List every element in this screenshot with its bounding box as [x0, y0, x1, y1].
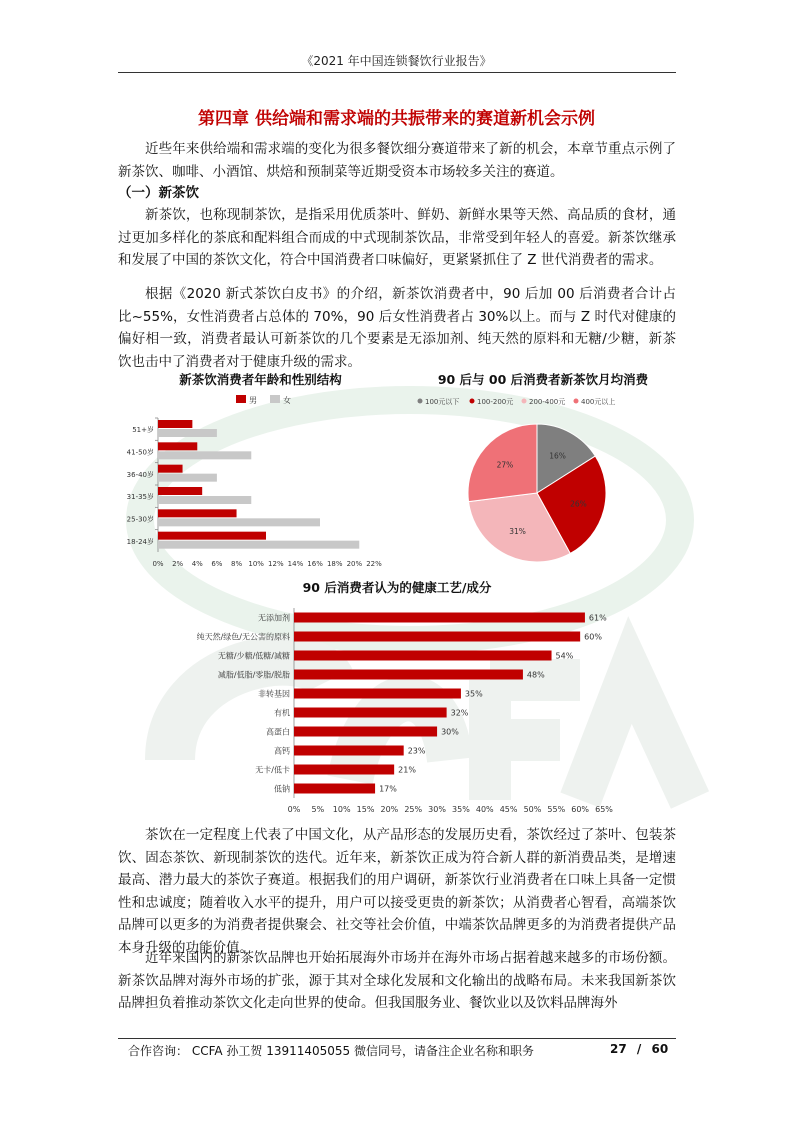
chapter-title: 第四章 供给端和需求端的共振带来的赛道新机会示例 — [198, 109, 595, 129]
bar-male — [158, 532, 266, 540]
y-tick-label: 无糖/少糖/低糖/减糖 — [217, 651, 290, 661]
x-tick-label: 15% — [356, 805, 375, 814]
y-tick-label: 无卡/低卡 — [255, 765, 290, 775]
legend-swatch — [270, 395, 280, 403]
x-tick-label: 8% — [230, 560, 243, 568]
bar-data-label: 48% — [526, 670, 545, 680]
bar-data-label: 32% — [450, 708, 469, 718]
y-tick-label: 36-40岁 — [126, 470, 154, 479]
bar-female — [158, 518, 320, 526]
x-tick-label: 4% — [191, 560, 203, 568]
y-tick-label: 高蛋白 — [266, 727, 290, 737]
x-tick-label: 60% — [571, 805, 590, 814]
legend-label: 400元以上 — [581, 398, 616, 406]
bar — [294, 784, 375, 794]
x-tick-label: 22% — [366, 560, 382, 568]
y-tick-label: 减脂/低脂/零脂/脱脂 — [217, 670, 290, 680]
section-heading: （一）新茶饮 — [118, 185, 199, 201]
bar-male — [158, 509, 237, 517]
bar — [294, 708, 447, 718]
bar-data-label: 60% — [584, 632, 602, 642]
bar — [294, 746, 404, 756]
bar-female — [158, 451, 251, 459]
body-paragraph: 根据《2020 新式茶饮白皮书》的介绍，新茶饮消费者中，90 后加 00 后消费者合计占比~55%，女性消费者占总体的 70%，90 后女性消费者占 30%以上。而与 Z 时代对健康的偏好相一致，消费者最认可新茶饮的几个要素是无添加剂、纯天然的原料和无糖/少糖，新茶饮也击中了消费者对于健康升级的需求。 — [118, 286, 676, 370]
total-pages: 60 — [651, 1042, 669, 1056]
legend-label: 200-400元 — [529, 398, 566, 406]
chart-title-monthly-spend: 90 后与 00 后消费者新茶饮月均消费 — [437, 372, 649, 387]
bar-male — [158, 442, 197, 450]
y-tick-label: 有机 — [274, 708, 290, 718]
y-tick-label: 51+岁 — [132, 426, 154, 435]
page-number — [610, 1042, 668, 1056]
bar-data-label: 21% — [398, 765, 416, 775]
monthly-spend-pie-chart — [410, 388, 676, 568]
x-tick-label: 6% — [211, 560, 223, 568]
legend-swatch — [470, 399, 475, 404]
bar-data-label: 35% — [464, 689, 483, 699]
health-factors-bar-chart — [160, 600, 630, 818]
legend-label: 男 — [249, 396, 257, 405]
bar-female — [158, 541, 359, 549]
bar — [294, 632, 580, 642]
header-divider — [118, 72, 676, 73]
x-tick-label: 50% — [523, 805, 542, 814]
bar — [294, 765, 394, 775]
x-tick-label: 20% — [346, 560, 363, 568]
x-tick-label: 5% — [311, 805, 325, 814]
chart-title-age-gender: 新茶饮消费者年龄和性别结构 — [179, 372, 342, 387]
pie-data-label: 31% — [509, 527, 526, 537]
bar — [294, 613, 585, 623]
intro-paragraph: 近些年来供给端和需求端的变化为很多餐饮细分赛道带来了新的机会，本章节重点示例了新茶饮、咖啡、小酒馆、烘焙和预制菜等近期受资本市场较多关注的赛道。 — [118, 141, 676, 180]
x-tick-label: 16% — [307, 560, 323, 568]
legend-swatch — [574, 399, 579, 404]
bar — [294, 651, 552, 661]
bar — [294, 670, 523, 680]
x-tick-label: 0% — [152, 560, 164, 568]
pie-data-label: 26% — [570, 499, 587, 509]
bar-female — [158, 429, 217, 437]
bar-data-label: 23% — [407, 746, 426, 756]
x-tick-label: 35% — [452, 805, 470, 814]
pie-data-label: 27% — [496, 460, 514, 470]
x-tick-label: 10% — [332, 805, 351, 814]
x-tick-label: 20% — [380, 805, 399, 814]
body-paragraph: 茶饮在一定程度上代表了中国文化，从产品形态的发展历史看，茶饮经过了茶叶、包装茶饮、固态茶饮、新现制茶饮的迭代。近年来，新茶饮正成为符合新人群的新消费品类，是增速最高、潜力最大的茶饮子赛道。根据我们的用户调研，新茶饮行业消费者在口味上具备一定惯性和忠诚度；随着收入水平的提升，用户可以接受更贵的新茶饮；从消费者心智看，高端茶饮品牌可以更多的为消费者提供聚会、社交等社会价值，中端茶饮品牌更多的为消费者提供产品本身升级的功能价值。 — [118, 827, 676, 956]
x-tick-label: 55% — [547, 805, 566, 814]
x-tick-label: 10% — [248, 560, 264, 568]
bar-male — [158, 465, 183, 473]
bar — [294, 689, 461, 699]
page-separator: / — [636, 1042, 642, 1056]
chart-legend — [236, 395, 291, 405]
bar-male — [158, 420, 192, 428]
legend-label: 100元以下 — [425, 398, 460, 406]
y-tick-label: 31-35岁 — [126, 493, 154, 502]
x-tick-label: 45% — [499, 805, 518, 814]
y-tick-label: 非转基因 — [258, 689, 290, 699]
bar-female — [158, 474, 217, 482]
y-tick-label: 低钠 — [274, 784, 290, 794]
x-tick-label: 65% — [595, 805, 613, 814]
body-paragraph: 近年来国内的新茶饮品牌也开始拓展海外市场并在海外市场占据着越来越多的市场份额。新茶饮品牌对海外市场的扩张，源于其对全球化发展和文化输出的战略布局。未来我国新茶饮品牌担负着推动茶饮文化走向世界的使命。但我国服务业、餐饮业以及饮料品牌海外 — [118, 950, 676, 1011]
legend-label: 100-200元 — [477, 398, 514, 406]
y-tick-label: 无添加剂 — [258, 613, 290, 623]
x-tick-label: 30% — [428, 805, 446, 814]
chart-title-health-factors: 90 后消费者认为的健康工艺/成分 — [302, 580, 492, 595]
legend-label: 女 — [283, 396, 291, 405]
bar-data-label: 30% — [441, 727, 459, 737]
page-header-title: 《2021 年中国连锁餐饮行业报告》 — [301, 54, 492, 68]
bar-male — [158, 487, 202, 495]
y-tick-label: 25-30岁 — [126, 515, 154, 524]
body-paragraph: 新茶饮，也称现制茶饮，是指采用优质茶叶、鲜奶、新鲜水果等天然、高品质的食材，通过更加多样化的茶底和配料组合而成的中式现制茶饮品，非常受到年轻人的喜爱。新茶饮继承和发展了中国的茶饮文化，符合中国消费者口味偏好，更紧紧抓住了 Z 世代消费者的需求。 — [118, 207, 676, 268]
footer-contact: 合作咨询： CCFA 孙工贺 13911405055 微信同号，请备注企业名称和职务 — [128, 1044, 535, 1058]
bar-data-label: 54% — [555, 651, 574, 661]
x-tick-label: 2% — [172, 560, 184, 568]
x-tick-label: 40% — [475, 805, 494, 814]
bar-data-label: 17% — [379, 784, 397, 794]
y-tick-label: 41-50岁 — [126, 448, 154, 457]
x-tick-label: 0% — [287, 805, 301, 814]
chart-legend — [418, 397, 616, 406]
legend-swatch — [236, 395, 246, 403]
bar-female — [158, 496, 251, 504]
y-tick-label: 18-24岁 — [126, 537, 154, 546]
bar — [294, 727, 437, 737]
bar-data-label: 61% — [588, 613, 607, 623]
current-page: 27 — [610, 1042, 627, 1056]
age-gender-bar-chart — [118, 388, 403, 578]
x-tick-label: 12% — [268, 560, 284, 568]
x-tick-label: 25% — [404, 805, 423, 814]
y-tick-label: 高钙 — [274, 746, 290, 756]
legend-swatch — [522, 399, 527, 404]
x-tick-label: 18% — [326, 560, 343, 568]
y-tick-label: 纯天然/绿色/无公害的原料 — [196, 632, 290, 642]
footer-divider — [118, 1038, 676, 1039]
legend-swatch — [418, 399, 423, 404]
pie-data-label: 16% — [549, 451, 566, 461]
x-tick-label: 14% — [287, 560, 304, 568]
